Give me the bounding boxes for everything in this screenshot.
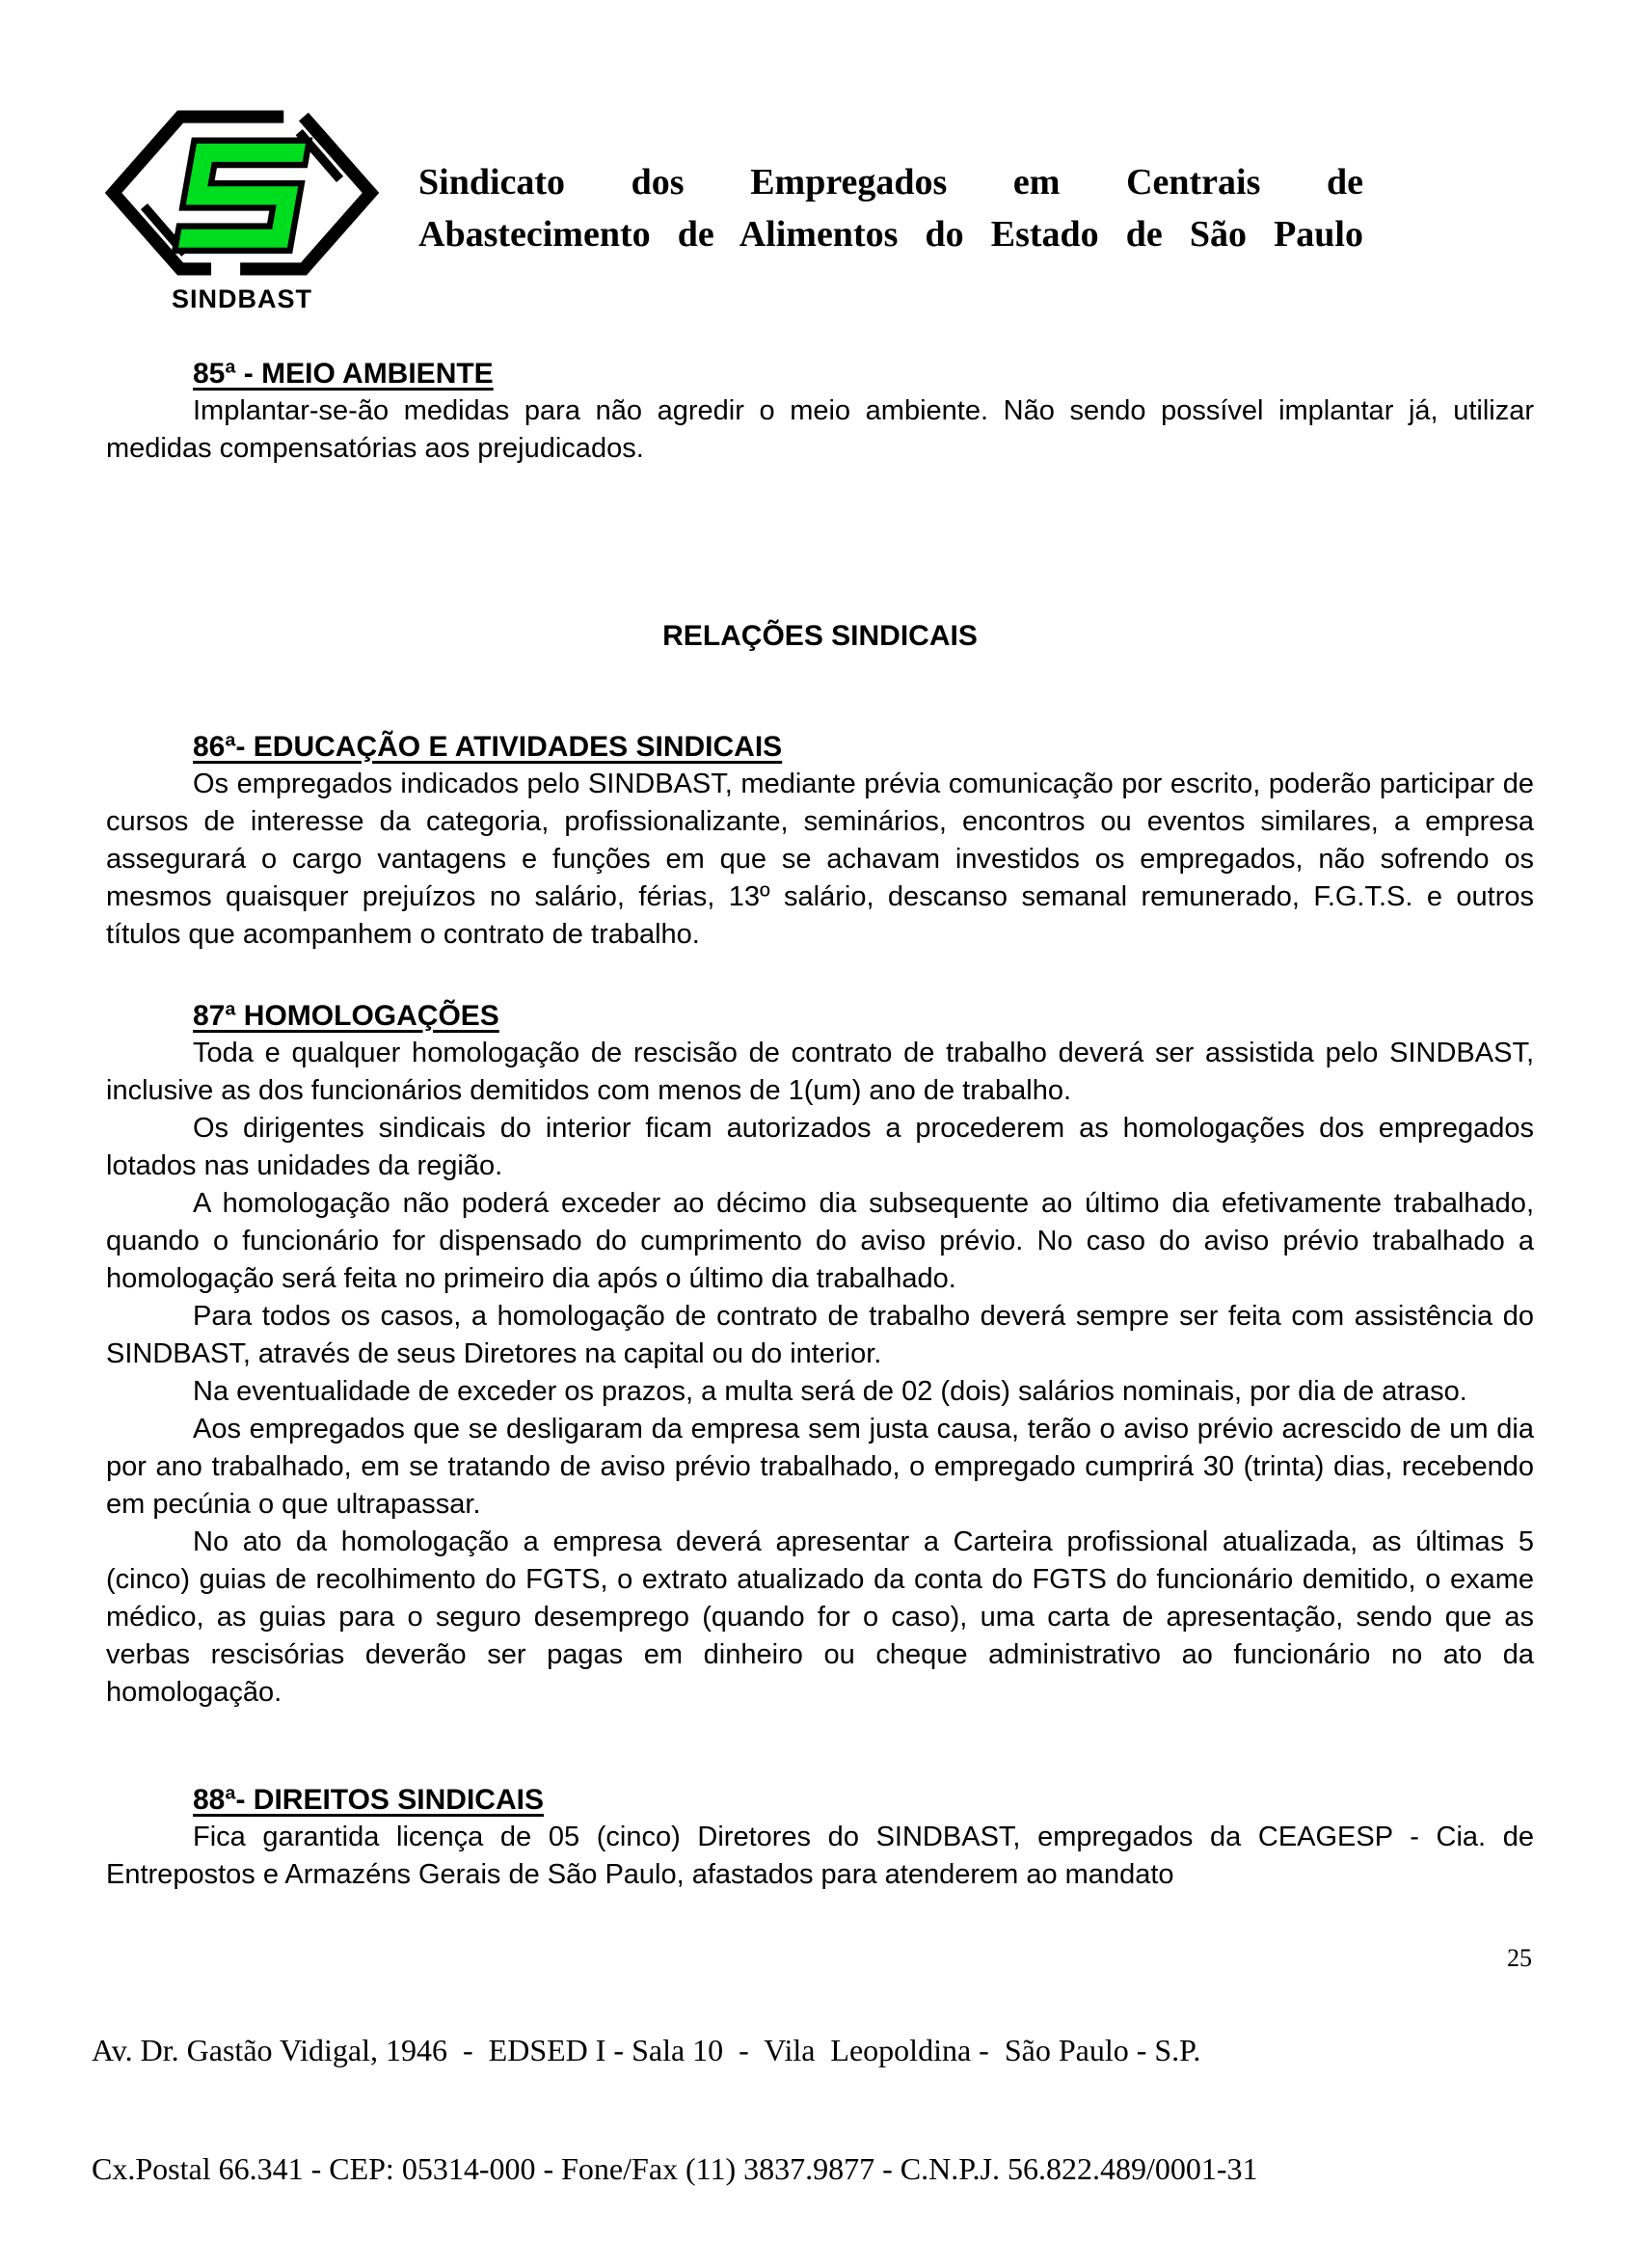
clause-88-paragraph: Fica garantida licença de 05 (cinco) Diretores do SINDBAST, empregados da CEAGESP - Cia. de Entrepostos e Armazéns Gerais de São Paulo, afastados para atenderem ao mandato bbox=[106, 1822, 1534, 1890]
clause-85-paragraph: Implantar-se-ão medidas para não agredir o meio ambiente. Não sendo possível implantar já, utilizar medidas compensatórias aos prejudicados. bbox=[106, 395, 1534, 464]
clause-85-heading: 85ª - MEIO AMBIENTE bbox=[193, 358, 494, 390]
footer-address bbox=[92, 1952, 1258, 2268]
footer-address-line-1: Av. Dr. Gastão Vidigal, 1946 - EDSED I - Sala 10 - Vila Leopoldina - São Paulo - S.P. bbox=[92, 2033, 1201, 2067]
clause-87-paragraph-7: No ato da homologação a empresa deverá apresentar a Carteira profissional atualizada, as últimas 5 (cinco) guias de recolhimento do FGTS, o extrato atualizado da conta do FGTS do funcionário demitido, o exame médico, as guias para o seguro desemprego (quando for o caso), uma carta de apresentação, sendo que as verbas rescisórias deverão ser pagas em dinheiro ou cheque administrativo ao funcionário no ato da homologação. bbox=[106, 1526, 1534, 1708]
clause-87-paragraph-2: Os dirigentes sindicais do interior ficam autorizados a procederem as homologações dos empregados lotados nas unidades da região. bbox=[106, 1113, 1534, 1181]
org-name-line-1: Sindicato dos Empregados em Centrais de bbox=[418, 162, 1363, 202]
clause-87-paragraph-6: Aos empregados que se desligaram da empresa sem justa causa, terão o aviso prévio acrescido de um dia por ano trabalhado, em se tratando de aviso prévio trabalhado, o empregado cumprirá 30 (trinta) dias, recebendo em pecúnia o que ultrapassar. bbox=[106, 1414, 1534, 1520]
section-title-relacoes-sindicais: RELAÇÕES SINDICAIS bbox=[662, 620, 978, 652]
clause-86-heading: 86ª- EDUCAÇÃO E ATIVIDADES SINDICAIS bbox=[193, 731, 783, 763]
clause-87-paragraph-1: Toda e qualquer homologação de rescisão de contrato de trabalho deverá ser assistida pelo SINDBAST, inclusive as dos funcionários demitidos com menos de 1(um) ano de trabalho. bbox=[106, 1038, 1534, 1106]
clause-88-heading: 88ª- DIREITOS SINDICAIS bbox=[193, 1784, 544, 1816]
logo-caption: SINDBAST bbox=[171, 284, 312, 313]
clause-87-heading: 87ª HOMOLOGAÇÕES bbox=[193, 1000, 499, 1032]
clause-86-paragraph: Os empregados indicados pelo SINDBAST, mediante prévia comunicação por escrito, poderão participar de cursos de interesse da categoria, profissionalizante, seminários, encontros ou eventos similares, a empresa assegurará o cargo vantagens e funções em que se achavam investidos os empregados, não sofrendo os mesmos quaisquer prejuízos no salário, férias, 13º salário, descanso semanal remunerado, F.G.T.S. e outros títulos que acompanhem o contrato de trabalho. bbox=[106, 769, 1534, 950]
sindbast-logo-icon bbox=[106, 102, 378, 284]
organization-title bbox=[418, 156, 1363, 260]
letterhead bbox=[106, 0, 1534, 314]
page-number: 25 bbox=[1507, 1944, 1532, 1972]
document-body bbox=[106, 355, 1534, 1894]
clause-87-paragraph-5: Na eventualidade de exceder os prazos, a multa será de 02 (dois) salários nominais, por dia de atraso. bbox=[193, 1376, 1467, 1407]
footer-address-line-2: Cx.Postal 66.341 - CEP: 05314-000 - Fone/Fax (11) 3837.9877 - C.N.P.J. 56.822.489/0001-31 bbox=[92, 2151, 1258, 2186]
clause-87-paragraph-4: Para todos os casos, a homologação de contrato de trabalho deverá sempre ser feita com assistência do SINDBAST, através de seus Diretores na capital ou do interior. bbox=[106, 1301, 1534, 1369]
sindbast-logo bbox=[106, 102, 378, 314]
clause-87-paragraph-3: A homologação não poderá exceder ao décimo dia subsequente ao último dia efetivamente trabalhado, quando o funcionário for dispensado do cumprimento do aviso prévio. No caso do aviso prévio trabalhado a homologação será feita no primeiro dia após o último dia trabalhado. bbox=[106, 1188, 1534, 1294]
org-name-line-2: Abastecimento de Alimentos do Estado de São Paulo bbox=[418, 214, 1363, 255]
